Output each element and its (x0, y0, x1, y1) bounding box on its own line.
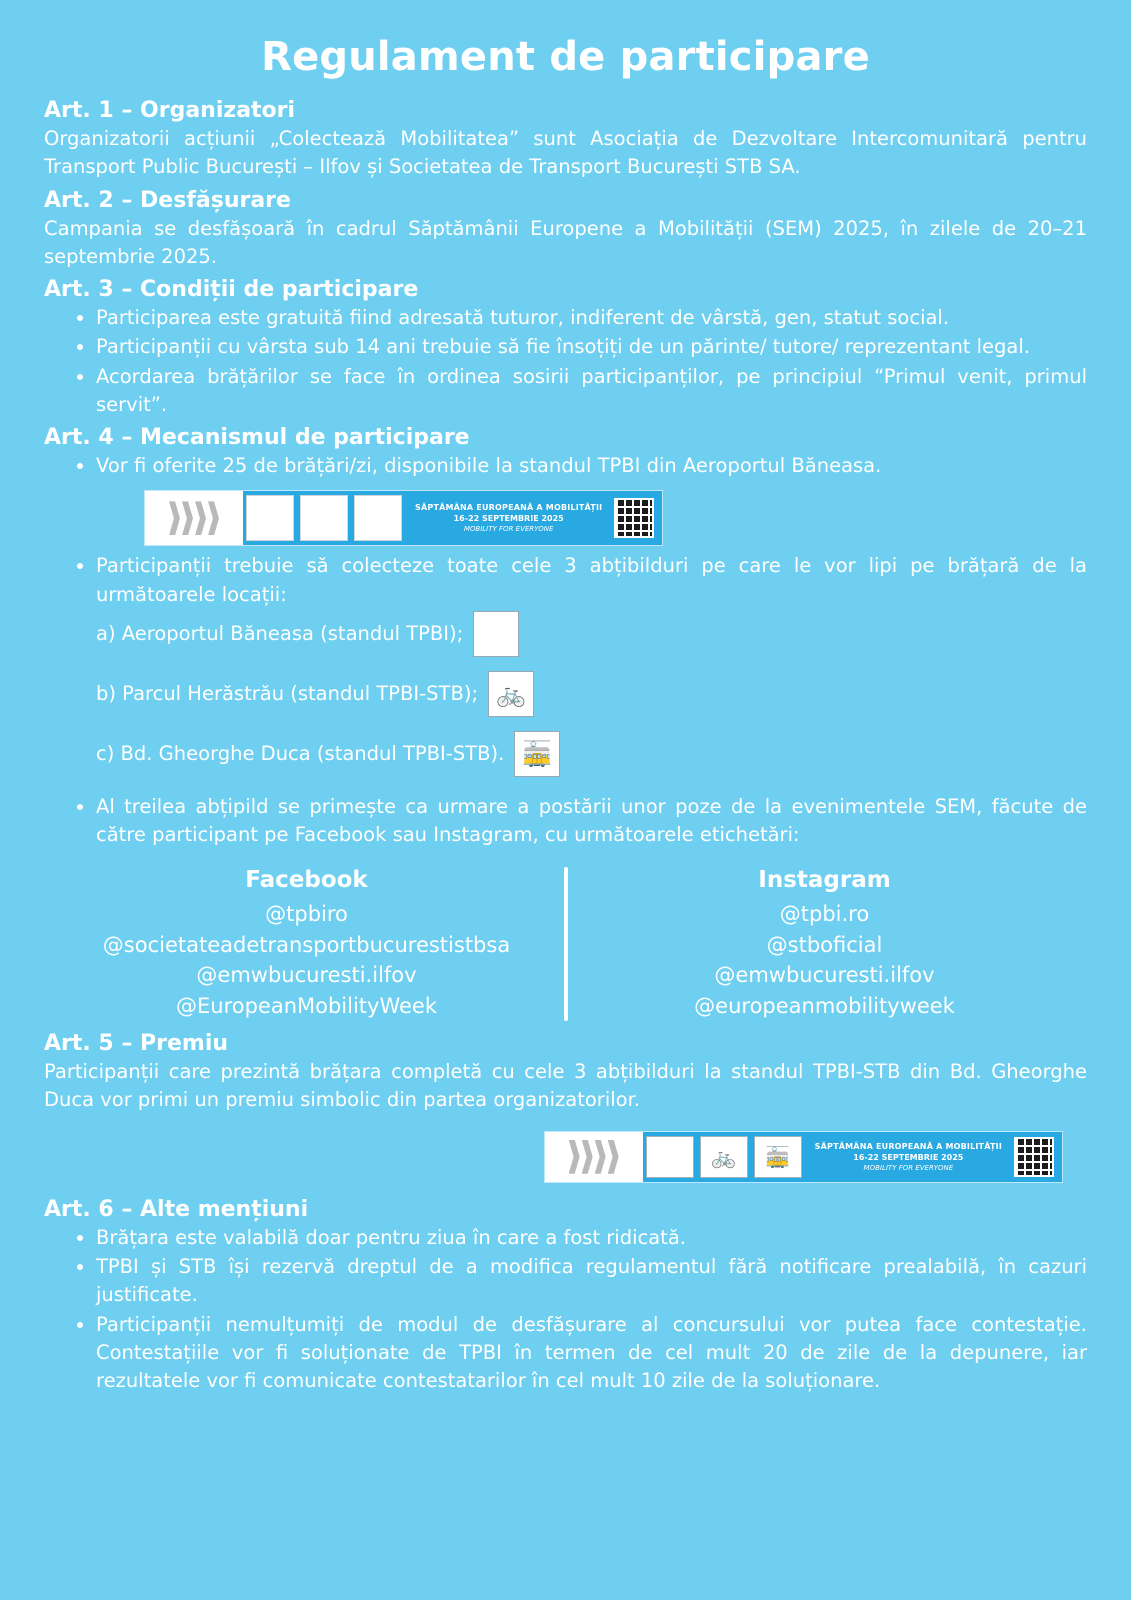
article-1-text: Organizatorii acțiunii „Colectează Mobilitatea” sunt Asociația de Dezvoltare Intercomunitară pentru Transport Public București – Ilfov și Societatea de Transport București STB SA. (44, 127, 1087, 179)
tram-icon: 🚋 (754, 1136, 802, 1178)
list-item (96, 552, 1087, 777)
facebook-handle: @tpbiro (265, 902, 348, 927)
article-4-list (44, 452, 1087, 480)
article-2-text: Campania se desfășoară în cadrul Săptămânii Europene a Mobilității (SEM) 2025, în zilele de 20–21 septembrie 2025. (44, 216, 1087, 268)
article-2-heading: Art. 2 – Desfășurare (44, 187, 291, 213)
airport-icon: ✈ (646, 1136, 694, 1178)
tram-icon: 🚋 (514, 731, 560, 777)
list-item: • TPBI și STB își rezervă dreptul de a modifica regulamentul fără notificare prealabilă, în cazuri justificate. (96, 1253, 1087, 1310)
article-4-list-3 (44, 793, 1087, 850)
instagram-handle: @tpbi.ro (779, 902, 870, 927)
bicycle-icon: 🚲 (488, 671, 534, 717)
facebook-handle: @emwbucuresti.ilfov (196, 963, 417, 988)
chevron-pattern-icon (145, 491, 243, 545)
bracelet-complete-figure (44, 1131, 1087, 1183)
article-5-text: Participanții care prezintă brățara completă cu cele 3 abțibilduri la standul TPBI-STB din Bd. Gheorghe Duca vor primi un premiu simbolic din partea organizatorilor. (44, 1060, 1087, 1112)
article-6-list (44, 1224, 1087, 1396)
article-6-heading: Art. 6 – Alte mențiuni (44, 1196, 309, 1222)
facebook-column (72, 867, 542, 1021)
bracelet-line-1: SĂPTĂMÂNA EUROPEANĂ A MOBILITĂȚII (814, 1141, 1002, 1151)
bracelet-empty-figure (44, 490, 1087, 546)
page-title: Regulament de participare (261, 34, 870, 80)
article-4-heading: Art. 4 – Mecanismul de participare (44, 425, 470, 451)
location-c-row (96, 731, 1087, 777)
sticker-slot-2 (300, 495, 348, 541)
article-3-heading: Art. 3 – Condiții de participare (44, 277, 419, 303)
instagram-handle: @stboficial (766, 932, 883, 957)
location-b-text: b) Parcul Herăstrău (standul TPBI-STB); (96, 681, 479, 705)
list-item: • Brățara este valabilă doar pentru ziua în care a fost ridicată. (96, 1224, 1087, 1252)
chevron-pattern-icon (545, 1132, 643, 1182)
bracelet-line-3: MOBILITY FOR EVERYONE (463, 525, 554, 534)
list-item: • Participanții nemulțumiți de modul de desfășurare al concursului vor putea face contestație. Contestațiile vor fi soluționate de TPBI în termen de cel mult 20 de zile de la depunere, iar rezultatele vor fi comunicate contestatarilor în cel mult 10 zile de la soluționare. (96, 1311, 1087, 1396)
bracelet-line-2: 16-22 SEPTEMBRIE 2025 (453, 514, 564, 524)
instagram-title: Instagram (758, 867, 891, 894)
bracelet-graphic (144, 490, 663, 546)
article-4-list-2 (44, 552, 1087, 777)
location-a-text: a) Aeroportul Băneasa (standul TPBI); (96, 621, 464, 645)
instagram-column (590, 867, 1060, 1021)
qr-code-icon (1014, 1137, 1054, 1177)
bracelet-caption (805, 1132, 1012, 1182)
article-1-heading: Art. 1 – Organizatori (44, 98, 296, 123)
bracelet-line-1: SĂPTĂMÂNA EUROPEANĂ A MOBILITĂȚII (415, 503, 603, 513)
facebook-handle: @EuropeanMobilityWeek (175, 993, 438, 1018)
social-tags-block (44, 867, 1087, 1021)
list-item: • Participarea este gratuită fiind adresată tuturor, indiferent de vârstă, gen, statut social. (96, 304, 1087, 332)
vertical-divider (564, 867, 568, 1021)
airport-icon: ✈ (473, 611, 519, 657)
article-5-heading: Art. 5 – Premiu (44, 1031, 229, 1057)
bracelet-graphic-complete (544, 1131, 1063, 1183)
location-a-row (96, 611, 1087, 657)
instagram-handle: @europeanmobilityweek (694, 993, 955, 1018)
list-item: • Participanții cu vârsta sub 14 ani trebuie să fie însoțiți de un părinte/ tutore/ reprezentant legal. (96, 333, 1087, 361)
bracelet-caption (405, 491, 612, 545)
location-c-text: c) Bd. Gheorghe Duca (standul TPBI-STB). (96, 741, 505, 765)
instagram-handle: @emwbucuresti.ilfov (714, 963, 935, 988)
bicycle-icon: 🚲 (700, 1136, 748, 1178)
article-3-list (44, 304, 1087, 419)
facebook-title: Facebook (245, 867, 368, 894)
list-item: • Vor fi oferite 25 de brățări/zi, disponibile la standul TPBI din Aeroportul Băneasa. (96, 452, 1087, 480)
article-4-bullet-2-text: Participanții trebuie să colecteze toate cele 3 abțibilduri pe care le vor lipi pe brățară de la următoarele locații: (96, 554, 1087, 606)
sticker-slot-1 (246, 495, 294, 541)
qr-code-icon (614, 498, 654, 538)
bracelet-line-3: MOBILITY FOR EVERYONE (863, 1163, 954, 1172)
sticker-slot-3 (354, 495, 402, 541)
list-item: • Acordarea brățărilor se face în ordinea sosirii participanților, pe principiul “Primul venit, primul servit”. (96, 363, 1087, 420)
location-b-row (96, 671, 1087, 717)
list-item: • Al treilea abțipild se primește ca urmare a postării unor poze de la evenimentele SEM, făcute de către participant pe Facebook sau Instagram, cu următoarele etichetări: (96, 793, 1087, 850)
bracelet-line-2: 16-22 SEPTEMBRIE 2025 (853, 1152, 964, 1162)
facebook-handle: @societateadetransportbucurestistbsa (102, 932, 511, 957)
